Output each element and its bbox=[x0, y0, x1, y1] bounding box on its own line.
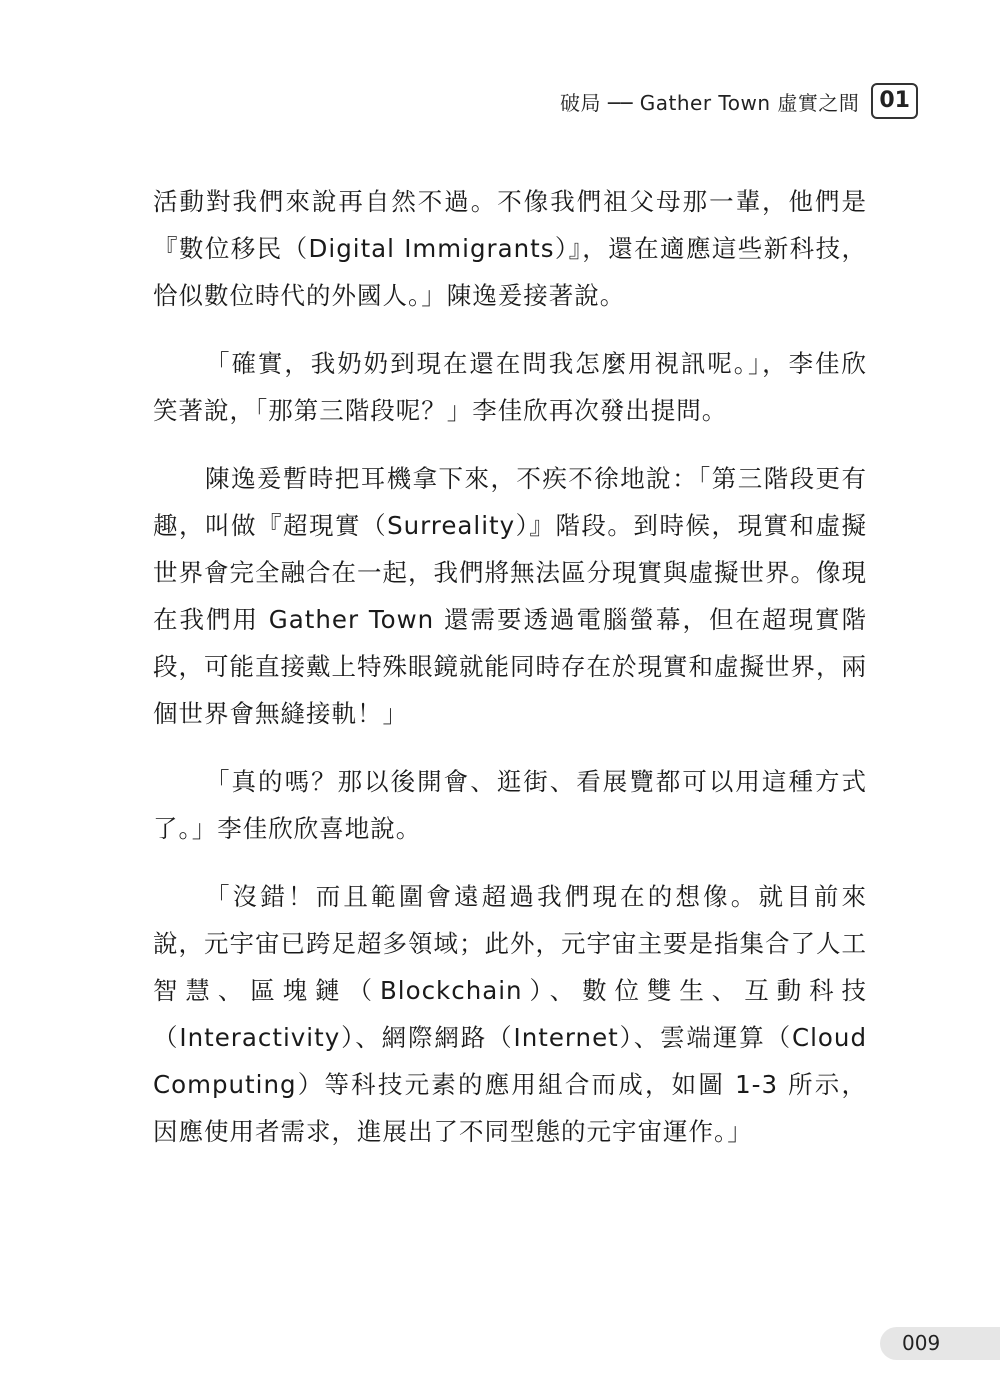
paragraph: 「確實，我奶奶到現在還在問我怎麼用視訊呢。」，李佳欣笑著說，「那第三階段呢？」李佳欣再次發出提問。 bbox=[153, 349, 867, 425]
page-number: 009 bbox=[880, 1327, 1000, 1360]
paragraph: 陳逸爰暫時把耳機拿下來，不疾不徐地說：「第三階段更有趣，叫做『超現實（Surreality）』階段。到時候，現實和虛擬世界會完全融合在一起，我們將無法區分現實與虛擬世界。像現在我們用 Gather Town 還需要透過電腦螢幕，但在超現實階段，可能直接戴上特殊眼鏡就能同時存在於現實和虛擬世界，兩個世界會無縫接軌！」 bbox=[153, 464, 867, 728]
paragraph: 「沒錯！而且範圍會遠超過我們現在的想像。就目前來說，元宇宙已跨足超多領域；此外，元宇宙主要是指集合了人工智慧、區塊鏈（Blockchain）、數位雙生、互動科技（Interactivity）、網際網路（Internet）、雲端運算（Cloud Computing）等科技元素的應用組合而成，如圖 1-3 所示，因應使用者需求，進展出了不同型態的元宇宙運作。」 bbox=[153, 882, 867, 1146]
paragraph: 「真的嗎？那以後開會、逛街、看展覽都可以用這種方式了。」李佳欣欣喜地說。 bbox=[153, 767, 867, 843]
running-title: 破局 ── Gather Town 虛實之間 bbox=[559, 90, 860, 115]
body-text bbox=[153, 178, 867, 1176]
chapter-number-badge: 01 bbox=[871, 83, 918, 119]
running-head bbox=[560, 83, 918, 119]
paragraph: 活動對我們來說再自然不過。不像我們祖父母那一輩，他們是『數位移民（Digital Immigrants）』，還在適應這些新科技，恰似數位時代的外國人。」陳逸爰接著說。 bbox=[153, 187, 867, 310]
